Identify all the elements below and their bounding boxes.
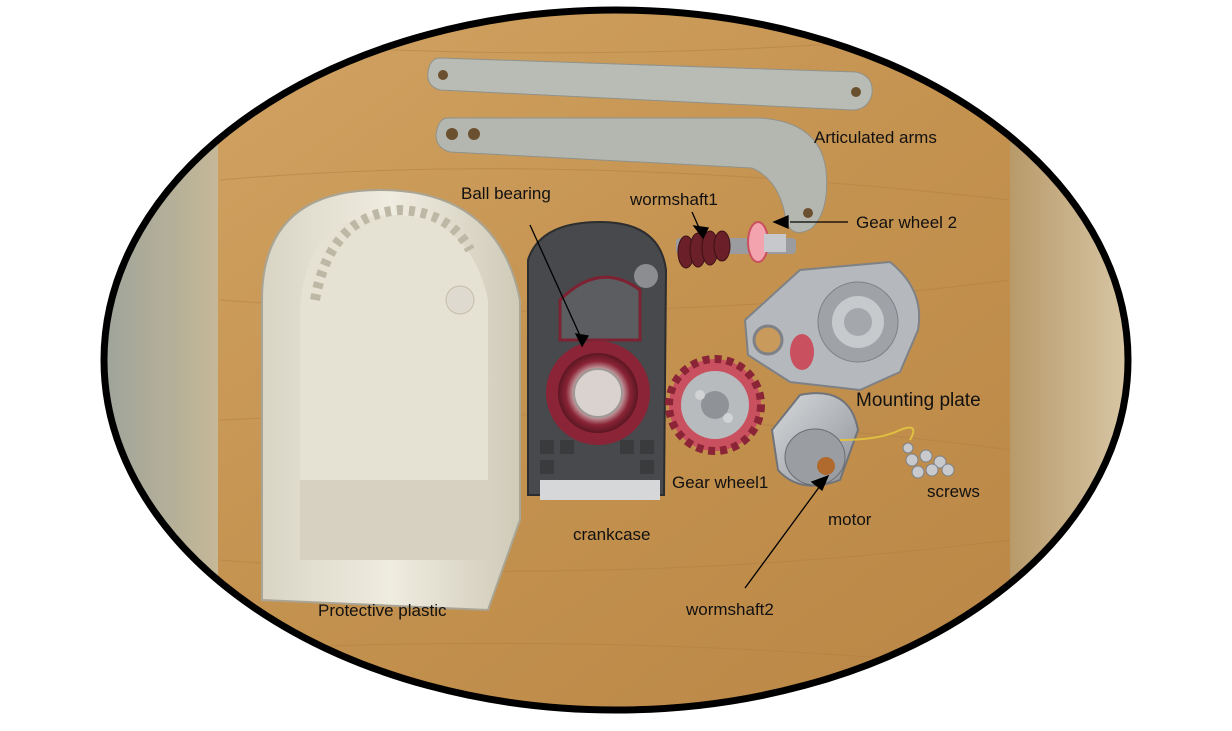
label-articulated-arms: Articulated arms — [814, 128, 937, 147]
label-gear-wheel1: Gear wheel1 — [672, 473, 769, 492]
label-screws: screws — [927, 482, 980, 501]
gear-wheel1 — [669, 359, 761, 451]
label-ball-bearing: Ball bearing — [461, 184, 551, 203]
label-mounting-plate: Mounting plate — [856, 390, 981, 411]
crankcase — [528, 222, 666, 500]
protective-plastic — [262, 190, 520, 610]
label-crankcase: crankcase — [573, 525, 651, 544]
label-protective-plastic: Protective plastic — [318, 601, 447, 620]
label-wormshaft2: wormshaft2 — [686, 600, 774, 619]
label-motor: motor — [828, 510, 872, 529]
label-wormshaft1: wormshaft1 — [630, 190, 718, 209]
label-gear-wheel-2: Gear wheel 2 — [856, 213, 958, 232]
